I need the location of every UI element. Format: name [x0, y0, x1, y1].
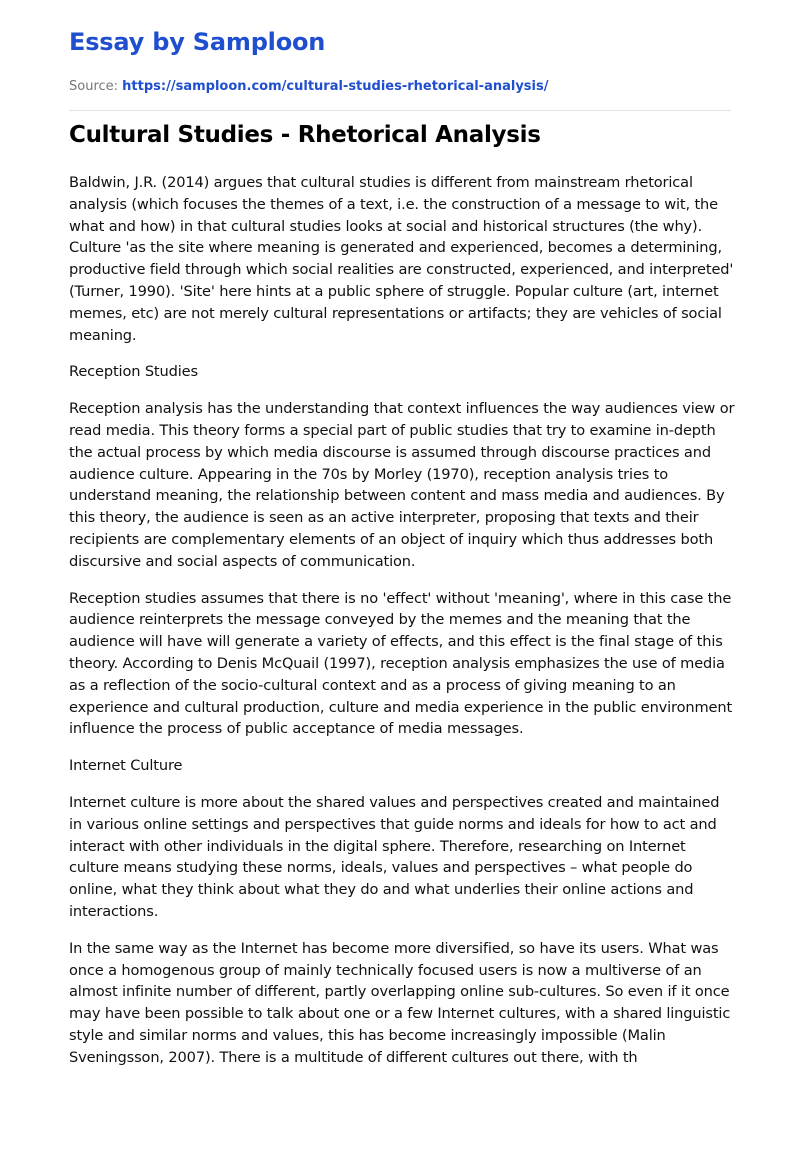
heading-internet-culture: Internet Culture — [69, 757, 183, 775]
paragraph-internet-culture: Internet culture is more about the shared values and perspectives created and maintained in various online settings and perspectives that guide norms and ideals for how to act and interact with other individuals in the digital sphere. Therefore, researching on Internet culture means studying these norms, ideals, values and perspectives – what people do online, what they think about what they do and what underlies their online actions and interactions. — [69, 793, 720, 920]
heading-reception-studies: Reception Studies — [69, 363, 198, 381]
source-label: Source: — [69, 79, 119, 94]
source-line — [69, 79, 548, 94]
site-brand[interactable]: Essay by Samploon — [69, 28, 326, 56]
article-body — [69, 172, 735, 1083]
paragraph-reception-meaning: Reception studies assumes that there is no 'effect' without 'meaning', where in this case the audience reinterprets the message conveyed by the memes and the meaning that the audience will have will generate a variety of effects, and this effect is the final stage of this theory. According to Denis McQuail (1997), reception analysis emphasizes the use of media as a reflection of the socio-cultural context and as a process of giving meaning to an experience and cultural production, culture and media experience in the public environment influence the process of public acceptance of media messages. — [69, 589, 733, 738]
page-title: Cultural Studies - Rhetorical Analysis — [69, 122, 541, 148]
paragraph-intro: Baldwin, J.R. (2014) argues that cultural studies is different from mainstream rhetorical analysis (which focuses the themes of a text, i.e. the construction of a message to wit, the what and how) in that cultural studies looks at social and historical structures (the why). Culture 'as the site where meaning is generated and experienced, becomes a determining, productive field through which social realities are constructed, experienced, and interpreted' (Turner, 1990). 'Site' here hints at a public sphere of struggle. Popular culture (art, internet memes, etc) are not merely cultural representations or artifacts; they are vehicles of social meaning. — [69, 174, 734, 344]
paragraph-reception-analysis: Reception analysis has the understanding that context influences the way audiences view or read media. This theory forms a special part of public studies that try to examine in-depth the actual process by which media discourse is assumed through discourse practices and audience culture. Appearing in the 70s by Morley (1970), reception analysis tries to understand meaning, the relationship between content and mass media and audiences. By this theory, the audience is seen as an active interpreter, proposing that texts and their recipients are complementary elements of an object of inquiry which thus addresses both discursive and social aspects of communication. — [69, 400, 735, 570]
source-link[interactable]: https://samploon.com/cultural-studies-rhetorical-analysis/ — [122, 79, 549, 94]
paragraph-internet-users: In the same way as the Internet has become more diversified, so have its users. What was once a homogenous group of mainly technically focused users is now a multiverse of an almost infinite number of different, partly overlapping online sub-cultures. So even if it once may have been possible to talk about one or a few Internet cultures, with a shared linguistic style and similar norms and values, this has become increasingly impossible (Malin Sveningsson, 2007). There is a multitude of different cultures out there, with th — [69, 939, 731, 1066]
header-divider — [69, 110, 731, 111]
